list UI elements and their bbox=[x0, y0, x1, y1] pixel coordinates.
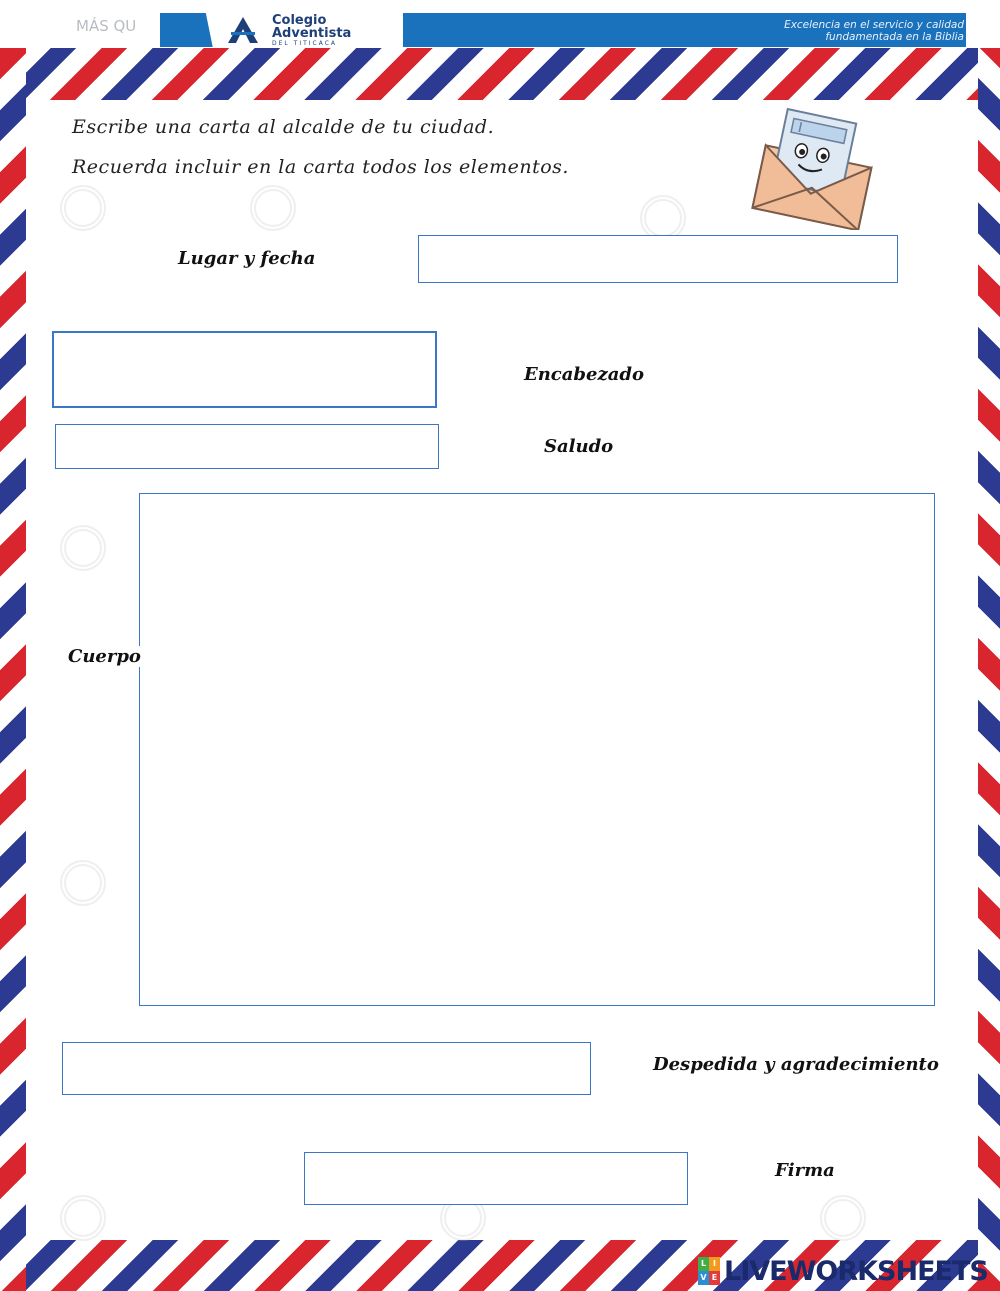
airmail-border-top bbox=[0, 48, 1000, 100]
body-input[interactable] bbox=[139, 493, 935, 1006]
signature-input[interactable] bbox=[304, 1152, 688, 1205]
school-name-line1: Colegio bbox=[272, 13, 327, 28]
envelope-character-icon bbox=[750, 108, 878, 230]
label-farewell: Despedida y agradecimiento bbox=[653, 1054, 939, 1075]
watermark-swirl bbox=[60, 1195, 106, 1241]
school-name-sub: DEL TITICACA bbox=[272, 40, 338, 47]
farewell-input[interactable] bbox=[62, 1042, 591, 1095]
instruction-line-2: Recuerda incluir en la carta todos los elementos. bbox=[72, 156, 569, 178]
watermark-swirl bbox=[60, 185, 106, 231]
heading-input[interactable] bbox=[52, 331, 437, 408]
school-motto bbox=[784, 19, 964, 43]
place-date-input[interactable] bbox=[418, 235, 898, 283]
label-body: Cuerpo bbox=[68, 646, 147, 667]
school-logo-icon bbox=[228, 17, 258, 43]
airmail-border-left bbox=[0, 48, 26, 1291]
label-place-date: Lugar y fecha bbox=[178, 248, 316, 269]
mas-logo: MÁS QU bbox=[76, 17, 137, 35]
motto-line2: fundamentada en la Biblia bbox=[825, 31, 964, 43]
airmail-border-right bbox=[978, 48, 1000, 1291]
label-heading: Encabezado bbox=[524, 364, 644, 385]
motto-line1: Excelencia en el servicio y calidad bbox=[784, 19, 964, 31]
watermark-swirl bbox=[250, 185, 296, 231]
watermark-swirl bbox=[60, 860, 106, 906]
label-greeting: Saludo bbox=[544, 436, 614, 457]
liveworksheets-icon: L I V E bbox=[698, 1257, 720, 1285]
school-name bbox=[272, 14, 351, 40]
school-name-line2: Adventista bbox=[272, 26, 352, 41]
liveworksheets-brand: LIVEWORKSHEETS bbox=[724, 1255, 988, 1287]
label-signature: Firma bbox=[775, 1160, 835, 1181]
watermark-swirl bbox=[60, 525, 106, 571]
greeting-input[interactable] bbox=[55, 424, 439, 469]
instruction-line-1: Escribe una carta al alcalde de tu ciudad. bbox=[72, 116, 495, 138]
watermark-swirl bbox=[820, 1195, 866, 1241]
liveworksheets-logo bbox=[698, 1255, 988, 1287]
